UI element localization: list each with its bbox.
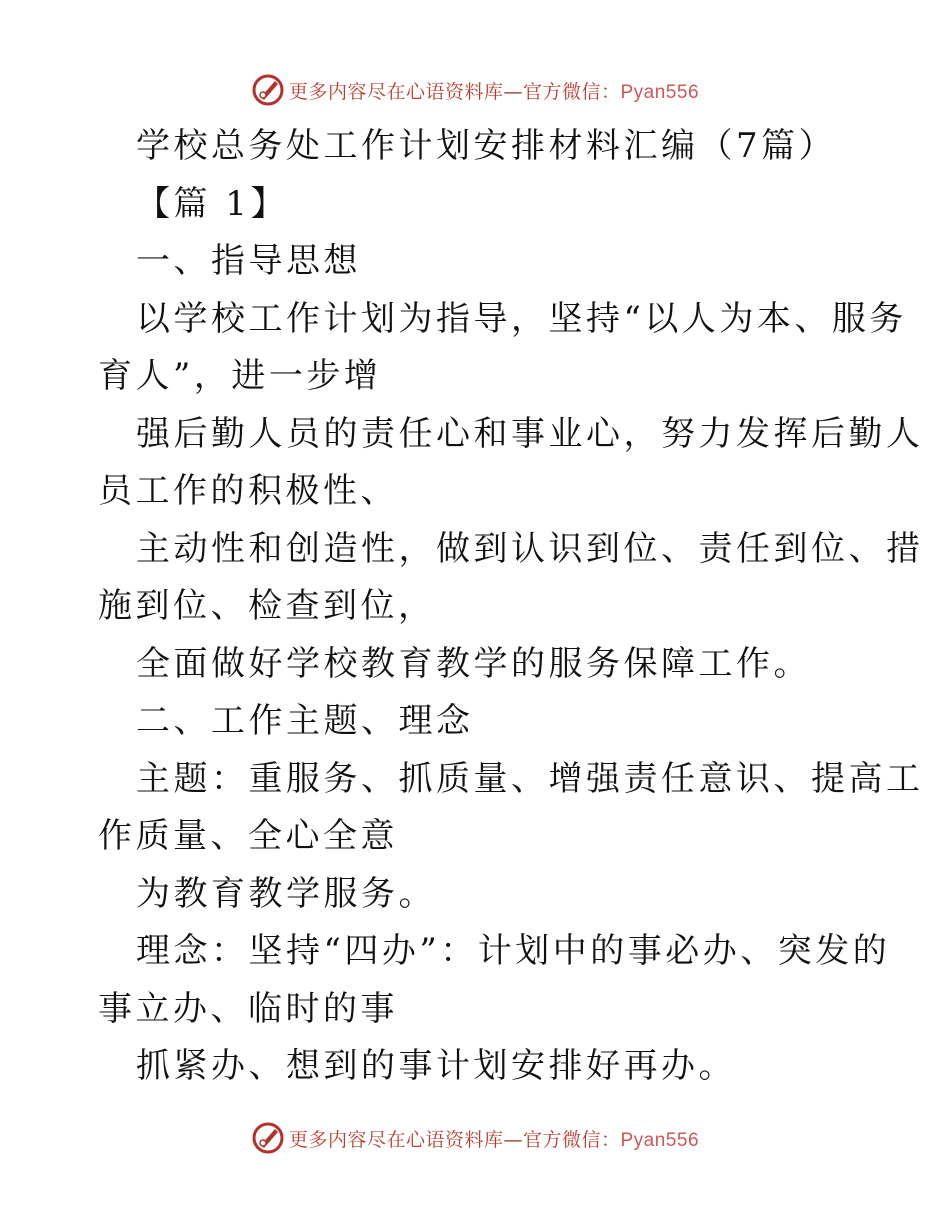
paragraph-line: 事立办、临时的事 <box>98 988 398 1029</box>
subsection-heading: 二、工作主题、理念 <box>136 701 474 741</box>
paragraph-line: 强后勤人员的责任心和事业心，努力发挥后勤人 <box>136 413 924 454</box>
logo-icon <box>251 73 285 107</box>
paragraph-line: 理念：坚持“四办”：计划中的事必办、突发的 <box>136 931 891 971</box>
paragraph-line: 主题：重服务、抓质量、增强责任意识、提高工 <box>136 758 924 799</box>
paragraph-line: 全面做好学校教育教学的服务保障工作。 <box>136 643 811 684</box>
footer-banner <box>0 1118 950 1158</box>
subsection-heading: 一、指导思想 <box>136 241 361 281</box>
banner-text: 更多内容尽在心语资料库—官方微信：Pyan556 <box>288 1128 700 1151</box>
banner-text: 更多内容尽在心语资料库—官方微信：Pyan556 <box>288 80 700 103</box>
doc-title: 学校总务处工作计划安排材料汇编（7篇） <box>136 126 837 166</box>
paragraph-line: 施到位、检查到位， <box>98 586 436 626</box>
paragraph-line: 作质量、全心全意 <box>98 816 398 856</box>
logo-icon <box>251 1121 285 1155</box>
section-heading: 【篇 1】 <box>136 183 288 224</box>
paragraph-line: 抓紧办、想到的事计划安排好再办。 <box>136 1046 736 1086</box>
paragraph-line: 为教育教学服务。 <box>136 873 436 914</box>
paragraph-line: 主动性和创造性，做到认识到位、责任到位、措 <box>136 528 924 569</box>
paragraph-line: 员工作的积极性、 <box>98 471 398 511</box>
paragraph-line: 以学校工作计划为指导，坚持“以人为本、服务 <box>136 298 907 339</box>
document-body <box>98 118 924 1096</box>
paragraph-line: 育人”，进一步增 <box>98 356 382 396</box>
header-banner <box>0 70 950 110</box>
